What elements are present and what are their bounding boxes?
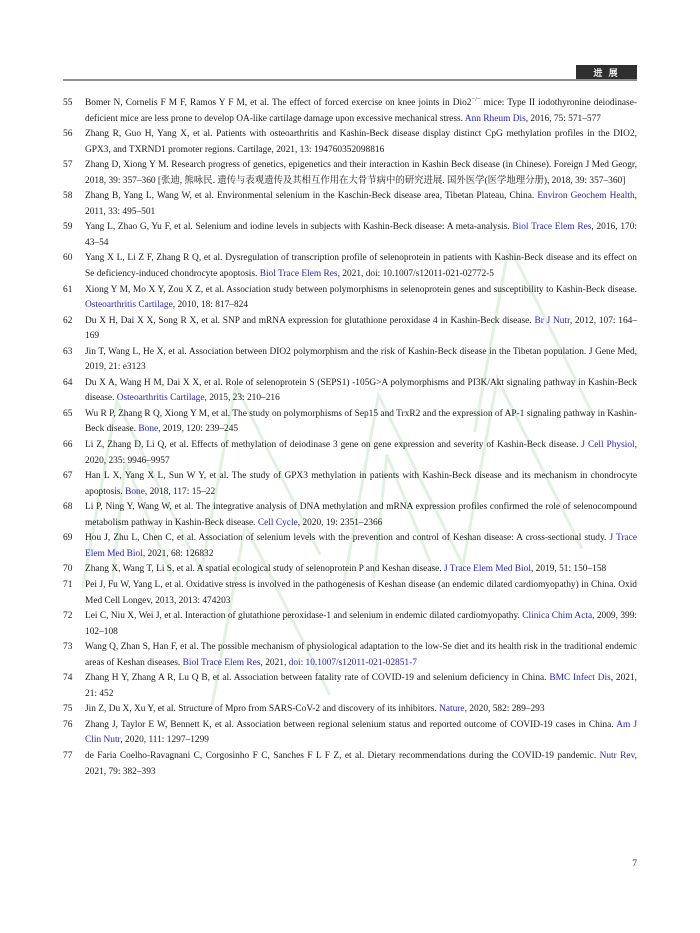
reference-number: 59 <box>63 222 73 233</box>
reference-item <box>63 407 637 438</box>
reference-segment: Zhang H Y, Zhang A R, Lu Q B, et al. Association between fatality rate of COVID-19 and selenium deficiency in China. <box>85 673 550 684</box>
reference-number: 74 <box>63 673 73 684</box>
reference-number: 67 <box>63 471 73 482</box>
reference-segment: , 2016, 170: 43–54 <box>85 222 637 248</box>
reference-segment: de Faria Coelho-Ravagnani C, Corgosinho F C, Sanches F L F Z, et al. Dietary recommendations during the COVID-19 pandemic. <box>85 750 600 761</box>
reference-item <box>63 702 637 718</box>
reference-segment: Li Z, Zhang D, Li Q, et al. Effects of methylation of deiodinase 3 gene on gene expression and severity of Kashin-Beck disease. <box>85 440 582 451</box>
reference-segment: mice: Type II iodothyronine deiodinase-deficient mice are less prone to develop OA-like cartilage damage upon excessive mechanical stress. <box>85 98 637 124</box>
reference-segment: Wu R P, Zhang R Q, Xiong Y M, et al. The study on polymorphisms of Sep15 and TrxR2 and the expression of AP-1 signaling pathway in Kashin-Beck disease. <box>85 408 637 435</box>
reference-list <box>63 96 637 780</box>
reference-item <box>63 314 637 345</box>
reference-text <box>85 160 637 186</box>
reference-segment: Li P, Ning Y, Wang W, et al. The integrative analysis of DNA methylation and mRNA expression profiles confirmed the role of selenocompound metabolism pathway in Kashin-Beck disease. <box>85 502 637 528</box>
reference-segment: , 2020, 111: 1297–1299 <box>120 735 209 746</box>
reference-segment: Zhang R, Guo H, Yang X, et al. Patients with osteoarthritis and Kashin-Beck disease display distinct CpG methylation profiles in the DIO2, GPX3, and TXRND1 promoter regions. Cartilage, 2021, 13: 194760352098816 <box>85 129 637 155</box>
journal-link[interactable]: Environ Geochem Health <box>537 191 635 202</box>
reference-text <box>85 720 637 746</box>
reference-segment: Wang Q, Zhan S, Han F, et al. The possible mechanism of physiological adaptation to the low-Se diet and its health risk in the traditional endemic areas of Keshan diseases. <box>85 642 637 668</box>
reference-number: 73 <box>63 642 73 653</box>
reference-number: 61 <box>63 284 73 295</box>
reference-item <box>63 640 637 671</box>
reference-text <box>85 253 637 279</box>
page-header <box>63 0 637 80</box>
reference-number: 64 <box>63 377 73 388</box>
reference-number: 56 <box>63 129 73 140</box>
reference-item <box>63 500 637 531</box>
reference-number: 69 <box>63 533 73 544</box>
reference-number: 76 <box>63 719 73 730</box>
reference-segment: Bomer N, Cornelis F M F, Ramos Y F M, et al. The effect of forced exercise on knee joints in Dio2 <box>85 98 472 108</box>
journal-link[interactable]: J Cell Physiol <box>581 440 635 451</box>
reference-segment: Zhang J, Taylor E W, Bennett K, et al. Association between regional selenium status and reported outcome of COVID-19 cases in China. <box>85 719 617 730</box>
reference-segment: , 2021, 68: 126832 <box>142 548 214 559</box>
journal-link[interactable]: Br J Nutr <box>534 315 570 326</box>
reference-number: 65 <box>63 408 73 419</box>
reference-text <box>85 673 637 699</box>
journal-link[interactable]: Biol Trace Elem Res <box>259 269 338 280</box>
reference-segment: , 2020, 582: 289–293 <box>464 704 545 715</box>
reference-text <box>85 222 637 248</box>
reference-segment: , 2020, 235: 9946–9957 <box>85 440 638 466</box>
reference-segment: Pei J, Fu W, Yang L, et al. Oxidative stress is involved in the pathogenesis of Keshan disease (an endemic dilated cardiomyopathy) in China. Oxid Med Cell Longev, 2013, 2013: 474203 <box>85 579 637 606</box>
reference-number: 71 <box>63 579 73 590</box>
reference-text <box>85 316 637 342</box>
reference-segment: , 2021, 79: 382–393 <box>85 750 637 777</box>
reference-number: 57 <box>63 160 73 171</box>
journal-link[interactable]: doi: 10.1007/s12011-021-02851-7 <box>288 657 417 668</box>
reference-segment: Du X A, Wang H M, Dai X X, et al. Role of selenoprotein S (SEPS1) -105G>A polymorphisms and PI3K/Akt signaling pathway in Kashin-Beck disease. <box>85 377 637 404</box>
reference-text <box>85 751 637 777</box>
reference-text <box>85 533 637 559</box>
reference-segment: , 2021, 21: 452 <box>85 673 637 699</box>
journal-link[interactable]: Biol Trace Elem Res <box>182 657 261 668</box>
journal-link[interactable]: Ann Rheum Dis <box>464 113 526 124</box>
reference-text <box>85 580 637 606</box>
journal-link[interactable]: Nutr Rev <box>599 750 635 761</box>
reference-item <box>63 251 637 282</box>
journal-link[interactable]: Osteoarthritis Cartilage <box>116 393 205 404</box>
reference-number: 72 <box>63 611 73 622</box>
journal-link[interactable]: Biol Trace Elem Res <box>512 222 592 233</box>
reference-item <box>63 283 637 314</box>
reference-segment: , 2016, 75: 571–577 <box>525 113 601 124</box>
reference-text <box>85 611 637 637</box>
reference-text <box>85 564 606 574</box>
reference-segment: Yang X L, Li Z F, Zhang R Q, et al. Dysregulation of transcription profile of selenoprotein in patients with Kashin-Beck disease and its effect on Se deficiency-induced chondrocyte apoptosis. <box>85 253 637 280</box>
journal-link[interactable]: J Trace Elem Med Biol <box>85 533 637 559</box>
section-tag <box>576 65 637 79</box>
reference-segment: , 2019, 51: 150–158 <box>530 564 607 575</box>
reference-segment: , 2021, <box>260 657 289 668</box>
reference-number: 77 <box>63 750 73 761</box>
reference-item <box>63 96 637 127</box>
reference-segment: , 2012, 107: 164–169 <box>85 315 638 342</box>
reference-text <box>85 378 637 404</box>
reference-segment: Jin T, Wang L, He X, et al. Association between DIO2 polymorphism and the risk of Kashin-Beck disease in the Tibetan population. J Gene Med, 2019, 21: e3123 <box>85 346 637 373</box>
journal-link[interactable]: Bone <box>138 424 159 435</box>
header-rule <box>63 79 637 81</box>
reference-text <box>85 129 637 155</box>
reference-segment: Jin Z, Du X, Xu Y, et al. Structure of Mpro from SARS-CoV-2 and discovery of its inhibitors. <box>85 704 440 715</box>
reference-text <box>85 285 637 311</box>
reference-number: 58 <box>63 191 73 202</box>
reference-segment: , 2020, 19: 2351–2366 <box>297 517 383 528</box>
reference-number: 63 <box>63 346 73 357</box>
reference-item <box>63 578 637 609</box>
section-tag-label: 进 展 <box>593 67 620 78</box>
reference-item <box>63 531 637 562</box>
reference-text <box>85 409 637 435</box>
journal-link[interactable]: J Trace Elem Med Biol <box>443 564 531 575</box>
reference-number: 62 <box>63 315 73 326</box>
reference-number: 60 <box>63 253 73 264</box>
reference-item <box>63 345 637 376</box>
journal-link[interactable]: Osteoarthritis Cartilage <box>85 300 173 311</box>
reference-segment: , 2019, 120: 239–245 <box>158 424 239 435</box>
reference-item <box>63 749 637 780</box>
reference-item <box>63 469 637 500</box>
journal-link[interactable]: BMC Infect Dis <box>549 673 611 684</box>
reference-segment: Zhang D, Xiong Y M. Research progress of genetics, epigenetics and their interaction in Kashin Beck disease (in Chinese). Foreign J Med Geogr, 2018, 39: 357–360 [张迪, 熊咏民. 遗传与表观遗传及其相互作用在大骨节病中的研究进展. 国外医学(医学地理分册), 2018, 39: 357–360] <box>85 160 637 186</box>
reference-item <box>63 438 637 469</box>
reference-segment: Yang L, Zhao G, Yu F, et al. Selenium and iodine levels in subjects with Kashin-Beck disease: A meta-analysis. <box>85 222 513 233</box>
reference-text <box>85 347 637 373</box>
reference-number: 55 <box>63 98 73 108</box>
reference-item <box>63 376 637 407</box>
journal-link[interactable]: Cell Cycle <box>257 517 298 528</box>
reference-text <box>85 502 637 528</box>
reference-number: 66 <box>63 440 73 451</box>
reference-number: 75 <box>63 704 73 715</box>
reference-segment: Lei C, Niu X, Wei J, et al. Interaction of glutathione peroxidase-1 and selenium in endemic dilated cardiomyopathy. <box>85 611 523 622</box>
reference-text <box>85 95 637 124</box>
journal-link[interactable]: Nature <box>439 704 465 715</box>
reference-item <box>63 562 637 578</box>
reference-item <box>63 609 637 640</box>
reference-item <box>63 158 637 189</box>
reference-segment: Du X H, Dai X X, Song R X, et al. SNP and mRNA expression for glutathione peroxidase 4 in Kashin-Beck disease. <box>85 315 535 326</box>
reference-segment: Xiong Y M, Mo X Y, Zou X Z, et al. Association study between polymorphisms in selenoprotein genes and susceptibility to Kashin-Beck disease. <box>85 284 637 295</box>
reference-segment: Zhang B, Yang L, Wang W, et al. Environmental selenium in the Kaschin-Beck disease area, Tibetan Plateau, China. <box>85 191 538 202</box>
reference-segment: , 2018, 117: 15–22 <box>144 486 216 497</box>
reference-segment: , 2009, 399: 102–108 <box>85 611 638 637</box>
reference-segment: , 2010, 18: 817–824 <box>172 300 249 311</box>
reference-segment: , 2021, doi: 10.1007/s12011-021-02772-5 <box>337 269 494 280</box>
superscript-text: −/− <box>471 95 481 103</box>
reference-item <box>63 718 637 749</box>
journal-link[interactable]: Bone <box>125 486 145 497</box>
reference-text <box>85 440 637 466</box>
reference-number: 68 <box>63 502 73 513</box>
reference-text <box>85 642 637 668</box>
reference-segment: Zhang X, Wang T, Li S, et al. A spatial ecological study of selenoprotein P and Keshan disease. <box>85 564 444 575</box>
reference-segment: , 2011, 33: 495–501 <box>85 191 637 217</box>
reference-item <box>63 220 637 251</box>
reference-text <box>85 471 637 497</box>
reference-item <box>63 127 637 158</box>
reference-segment: , 2015, 23: 210–216 <box>204 393 280 404</box>
reference-text <box>85 191 637 217</box>
reference-number: 70 <box>63 564 73 575</box>
page-number: 7 <box>632 859 637 869</box>
reference-text <box>85 704 545 714</box>
reference-segment: Hou J, Zhu L, Chen C, et al. Association of selenium levels with the prevention and control of Keshan disease: A cross-sectional study. <box>85 533 610 544</box>
reference-item <box>63 189 637 220</box>
reference-segment: Han L X, Yang X L, Sun W Y, et al. The study of GPX3 methylation in patients with Kashin-Beck disease and its mechanism in chondrocyte apoptosis. <box>85 471 637 497</box>
journal-link[interactable]: Am J Clin Nutr <box>85 719 637 746</box>
reference-item <box>63 671 637 702</box>
journal-link[interactable]: Clinica Chim Acta <box>522 611 593 622</box>
